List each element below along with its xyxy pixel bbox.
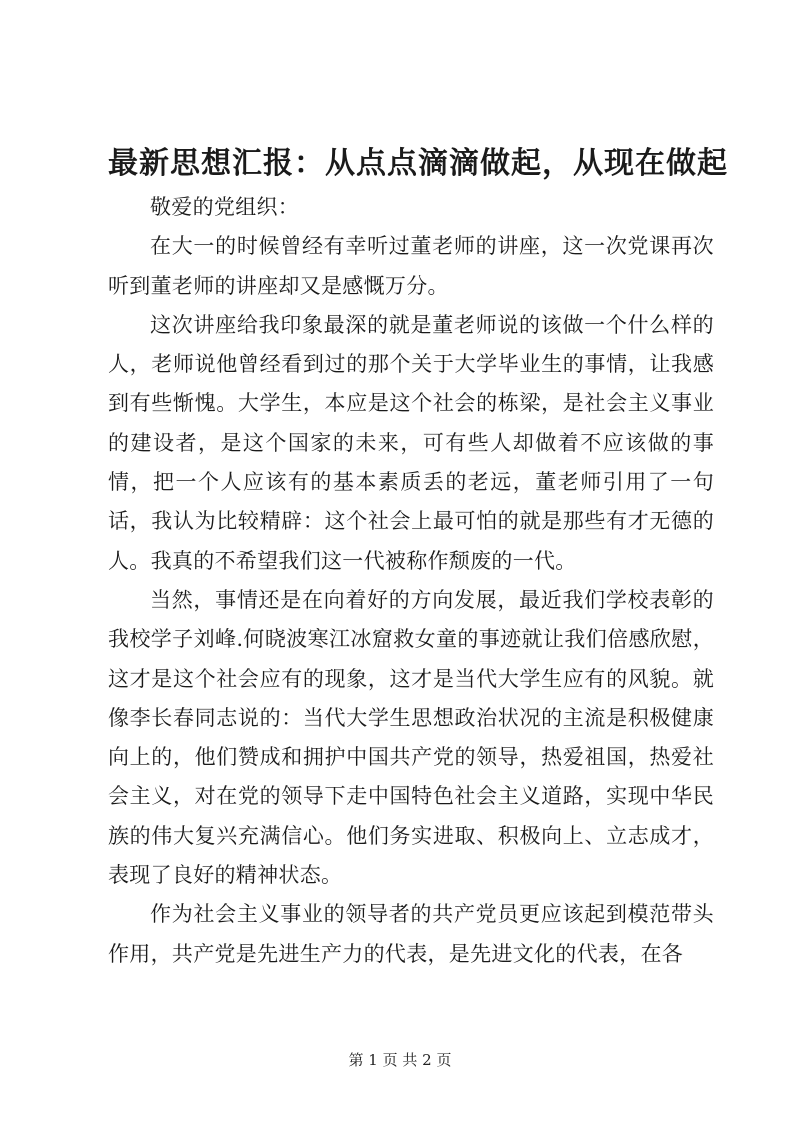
document-body: [108, 188, 714, 974]
salutation: 敬爱的党组织：: [150, 195, 300, 219]
page-number-footer: 第 1 页 共 2 页: [348, 1051, 452, 1069]
body-paragraph: 这次讲座给我印象最深的就是董老师说的该做一个什么样的人，老师说他曾经看到过的那个关于大学毕业生的事情，让我感到有些惭愧。大学生，本应是这个社会的栋梁，是社会主义事业的建设者，是这个国家的未来，可有些人却做着不应该做的事情，把一个人应该有的基本素质丢的老远，董老师引用了一句话，我认为比较精辟：这个社会上最可怕的就是那些有才无德的人。我真的不希望我们这一代被称作颓废的一代。: [108, 312, 714, 573]
body-paragraph: 在大一的时候曾经有幸听过董老师的讲座，这一次党课再次听到董老师的讲座却又是感慨万分。: [108, 234, 714, 298]
body-paragraph: 作为社会主义事业的领导者的共产党员更应该起到模范带头作用，共产党是先进生产力的代表，是先进文化的代表，在各: [108, 902, 714, 966]
document-title: 最新思想汇报：从点点滴滴做起，从现在做起: [108, 146, 728, 181]
body-paragraph: 当然，事情还是在向着好的方向发展，最近我们学校表彰的我校学子刘峰.何晓波寒江冰窟救女童的事迹就让我们倍感欣慰，这才是这个社会应有的现象，这才是当代大学生应有的风貌。就像李长春同志说的：当代大学生思想政治状况的主流是积极健康向上的，他们赞成和拥护中国共产党的领导，热爱祖国，热爱社会主义，对在党的领导下走中国特色社会主义道路，实现中华民族的伟大复兴充满信心。他们务实进取、积极向上、立志成才，表现了良好的精神状态。: [108, 587, 714, 888]
